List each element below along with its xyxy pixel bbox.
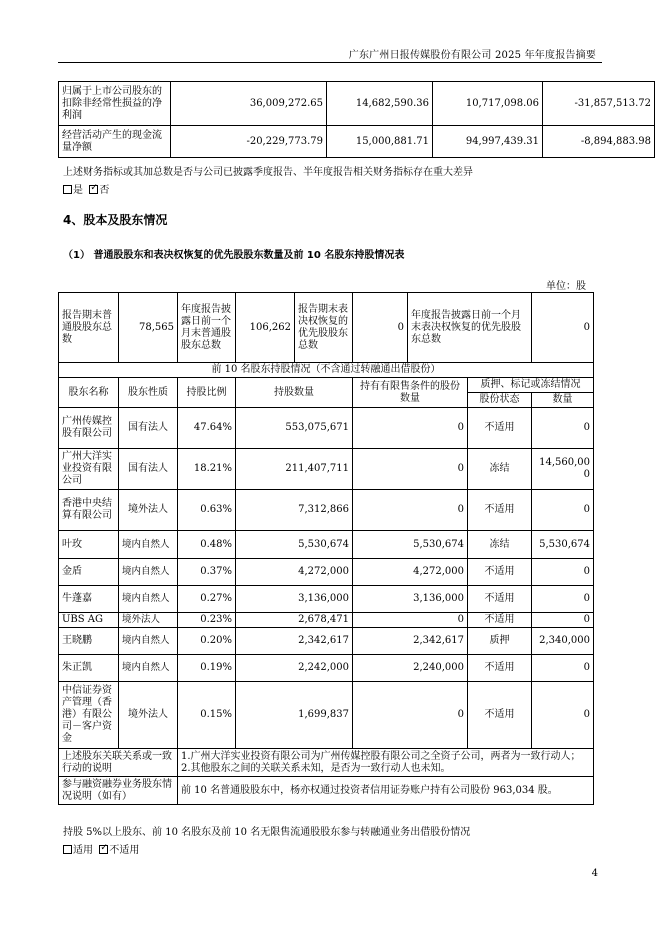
shareholder-restricted: 0 bbox=[353, 408, 468, 449]
shareholder-name: 金盾 bbox=[59, 559, 119, 586]
finance-value: -20,229,773.79 bbox=[171, 126, 327, 158]
shareholder-nature: 境外法人 bbox=[119, 682, 178, 749]
checkbox-no-checked[interactable] bbox=[89, 185, 98, 194]
option-no-label: 否 bbox=[99, 185, 110, 196]
checkbox-not-applicable-checked[interactable] bbox=[99, 845, 108, 854]
lending-note: 持股 5%以上股东、前 10 名股东及前 10 名无限售流通股股东参与转融通业务出借股份情况 bbox=[63, 827, 471, 838]
top10-caption: 前 10 名股东持股情况（不含通过转融通出借股份） bbox=[59, 363, 594, 378]
relations-line-2: 2.其他股东之间的关联关系未知，是否为一致行动人也未知。 bbox=[181, 762, 451, 774]
table-row bbox=[59, 449, 594, 490]
shareholder-status: 不适用 bbox=[468, 682, 532, 749]
shareholder-name: 广州大洋实业投资有限公司 bbox=[59, 449, 119, 490]
shareholder-nature: 国有法人 bbox=[119, 408, 178, 449]
shareholder-nature: 境外法人 bbox=[119, 613, 178, 628]
shareholder-nature: 境内自然人 bbox=[119, 628, 178, 655]
shareholder-nature: 境外法人 bbox=[119, 490, 178, 531]
running-header: 广东广州日报传媒股份有限公司 2025 年年度报告摘要 bbox=[348, 50, 596, 61]
shareholder-status: 不适用 bbox=[468, 586, 532, 613]
table-row bbox=[59, 586, 594, 613]
summary-value: 78,565 bbox=[119, 293, 178, 363]
shareholder-restricted: 0 bbox=[353, 490, 468, 531]
header-pledge-qty: 数量 bbox=[532, 393, 594, 408]
shareholder-status: 不适用 bbox=[468, 559, 532, 586]
shareholder-shares: 2,242,000 bbox=[236, 655, 353, 682]
shareholder-nature: 境内自然人 bbox=[119, 559, 178, 586]
shareholder-ratio: 0.63% bbox=[178, 490, 236, 531]
summary-label: 年度报告披露日前一个月末普通股股东总数 bbox=[178, 293, 236, 363]
shareholder-restricted: 3,136,000 bbox=[353, 586, 468, 613]
shareholder-restricted: 2,342,617 bbox=[353, 628, 468, 655]
shareholder-qty: 0 bbox=[532, 559, 594, 586]
relations-line-1: 1.广州大洋实业投资有限公司为广州传媒控股有限公司之全资子公司，两者为一致行动人； bbox=[181, 750, 581, 762]
section-title: 4、股本及股东情况 bbox=[63, 213, 168, 227]
table-row bbox=[59, 531, 594, 559]
shareholder-status: 不适用 bbox=[468, 655, 532, 682]
table-row bbox=[59, 682, 594, 749]
header-name: 股东名称 bbox=[59, 378, 119, 408]
finance-value: 10,717,098.06 bbox=[433, 82, 543, 126]
shareholder-ratio: 47.64% bbox=[178, 408, 236, 449]
shareholder-nature: 境内自然人 bbox=[119, 531, 178, 559]
shareholder-shares: 211,407,711 bbox=[236, 449, 353, 490]
table-row bbox=[59, 490, 594, 531]
table-row bbox=[59, 82, 655, 126]
shareholder-shares: 1,699,837 bbox=[236, 682, 353, 749]
summary-label: 年度报告披露日前一个月末表决权恢复的优先股股东总数 bbox=[408, 293, 532, 363]
shareholder-nature: 境内自然人 bbox=[119, 655, 178, 682]
shareholder-restricted: 0 bbox=[353, 613, 468, 628]
shareholder-status: 质押 bbox=[468, 628, 532, 655]
finance-value: 14,682,590.36 bbox=[327, 82, 433, 126]
header-restricted: 持有有限售条件的股份数量 bbox=[353, 378, 468, 408]
header-shares: 持股数量 bbox=[236, 378, 353, 408]
option-not-applicable-label: 不适用 bbox=[109, 845, 140, 856]
shareholder-ratio: 0.37% bbox=[178, 559, 236, 586]
summary-label: 报告期末表决权恢复的优先股股东总数 bbox=[295, 293, 353, 363]
top10-caption-row bbox=[59, 363, 594, 378]
unit-label: 单位：股 bbox=[546, 281, 586, 292]
shareholder-status: 冻结 bbox=[468, 531, 532, 559]
shareholder-ratio: 0.20% bbox=[178, 628, 236, 655]
shareholder-status: 不适用 bbox=[468, 613, 532, 628]
header-ratio: 持股比例 bbox=[178, 378, 236, 408]
header-nature: 股东性质 bbox=[119, 378, 178, 408]
shareholder-nature: 国有法人 bbox=[119, 449, 178, 490]
finance-value: -31,857,513.72 bbox=[543, 82, 655, 126]
finance-value: 15,000,881.71 bbox=[327, 126, 433, 158]
shareholder-shares: 2,678,471 bbox=[236, 613, 353, 628]
shareholder-restricted: 4,272,000 bbox=[353, 559, 468, 586]
shareholder-name: 王晓鹏 bbox=[59, 628, 119, 655]
shareholder-shares: 5,530,674 bbox=[236, 531, 353, 559]
shareholder-name: 中信证券资产管理（香港）有限公司－客户资金 bbox=[59, 682, 119, 749]
shareholder-name: 牛蓬嘉 bbox=[59, 586, 119, 613]
finance-value: -8,894,883.98 bbox=[543, 126, 655, 158]
shareholder-shares: 7,312,866 bbox=[236, 490, 353, 531]
summary-value: 0 bbox=[353, 293, 408, 363]
table-row bbox=[59, 628, 594, 655]
summary-value: 0 bbox=[532, 293, 594, 363]
shareholder-ratio: 0.48% bbox=[178, 531, 236, 559]
relations-text bbox=[178, 749, 594, 777]
shareholder-qty: 0 bbox=[532, 655, 594, 682]
shareholder-qty: 0 bbox=[532, 682, 594, 749]
margin-label: 参与融资融券业务股东情况说明（如有） bbox=[59, 777, 178, 805]
table-row bbox=[59, 408, 594, 449]
shareholder-shares: 4,272,000 bbox=[236, 559, 353, 586]
shareholder-qty: 0 bbox=[532, 490, 594, 531]
checkbox-yes[interactable] bbox=[63, 185, 72, 194]
shareholder-nature: 境内自然人 bbox=[119, 586, 178, 613]
table-row bbox=[59, 613, 594, 628]
margin-text: 前 10 名普通股股东中，杨亦权通过投资者信用证券账户持有公司股份 963,034 股。 bbox=[178, 777, 594, 805]
shareholder-ratio: 0.15% bbox=[178, 682, 236, 749]
margin-row bbox=[59, 777, 594, 805]
option-yes-label: 是 bbox=[73, 185, 83, 196]
option-applicable-label: 适用 bbox=[73, 845, 93, 856]
shareholder-qty: 0 bbox=[532, 613, 594, 628]
finance-row-label: 经营活动产生的现金流量净额 bbox=[59, 126, 171, 158]
relations-row bbox=[59, 749, 594, 777]
shareholder-name: 朱正凯 bbox=[59, 655, 119, 682]
shareholder-ratio: 18.21% bbox=[178, 449, 236, 490]
header-pledge-status: 股份状态 bbox=[468, 393, 532, 408]
summary-row bbox=[59, 293, 594, 363]
summary-label: 报告期末普通股股东总数 bbox=[59, 293, 119, 363]
shareholder-shares: 553,075,671 bbox=[236, 408, 353, 449]
shareholder-qty: 14,560,000 bbox=[532, 449, 594, 490]
finance-value: 94,997,439.31 bbox=[433, 126, 543, 158]
shareholder-restricted: 5,530,674 bbox=[353, 531, 468, 559]
finance-discrepancy-question: 上述财务指标或其加总数是否与公司已披露季度报告、半年度报告相关财务指标存在重大差异 bbox=[63, 167, 473, 178]
shareholder-ratio: 0.19% bbox=[178, 655, 236, 682]
section-subtitle: （1） 普通股股东和表决权恢复的优先股股东数量及前 10 名股东持股情况表 bbox=[63, 250, 405, 261]
relations-label: 上述股东关联关系或一致行动的说明 bbox=[59, 749, 178, 777]
header-rule bbox=[58, 62, 602, 63]
shareholder-qty: 2,340,000 bbox=[532, 628, 594, 655]
shareholder-status: 不适用 bbox=[468, 490, 532, 531]
shareholder-ratio: 0.23% bbox=[178, 613, 236, 628]
finance-row-label: 归属于上市公司股东的扣除非经常性损益的净利润 bbox=[59, 82, 171, 126]
table-row bbox=[59, 126, 655, 158]
page-number: 4 bbox=[591, 868, 598, 879]
table-row bbox=[59, 559, 594, 586]
header-pledge: 质押、标记或冻结情况 bbox=[468, 378, 594, 393]
shareholders-table bbox=[58, 292, 594, 805]
lending-options bbox=[63, 841, 139, 856]
shareholder-qty: 0 bbox=[532, 408, 594, 449]
shareholder-name: 叶玫 bbox=[59, 531, 119, 559]
shareholder-qty: 5,530,674 bbox=[532, 531, 594, 559]
financial-indicators-table bbox=[58, 81, 655, 158]
checkbox-applicable[interactable] bbox=[63, 845, 72, 854]
header-row bbox=[59, 378, 594, 393]
shareholder-name: 广州传媒控股有限公司 bbox=[59, 408, 119, 449]
shareholder-status: 冻结 bbox=[468, 449, 532, 490]
finance-value: 36,009,272.65 bbox=[171, 82, 327, 126]
shareholder-qty: 0 bbox=[532, 586, 594, 613]
shareholder-status: 不适用 bbox=[468, 408, 532, 449]
shareholder-restricted: 0 bbox=[353, 682, 468, 749]
finance-discrepancy-options bbox=[63, 181, 109, 196]
shareholder-name: UBS AG bbox=[59, 613, 119, 628]
shareholder-restricted: 0 bbox=[353, 449, 468, 490]
shareholder-restricted: 2,240,000 bbox=[353, 655, 468, 682]
shareholder-shares: 2,342,617 bbox=[236, 628, 353, 655]
shareholder-shares: 3,136,000 bbox=[236, 586, 353, 613]
summary-value: 106,262 bbox=[236, 293, 295, 363]
shareholder-name: 香港中央结算有限公司 bbox=[59, 490, 119, 531]
table-row bbox=[59, 655, 594, 682]
shareholder-ratio: 0.27% bbox=[178, 586, 236, 613]
